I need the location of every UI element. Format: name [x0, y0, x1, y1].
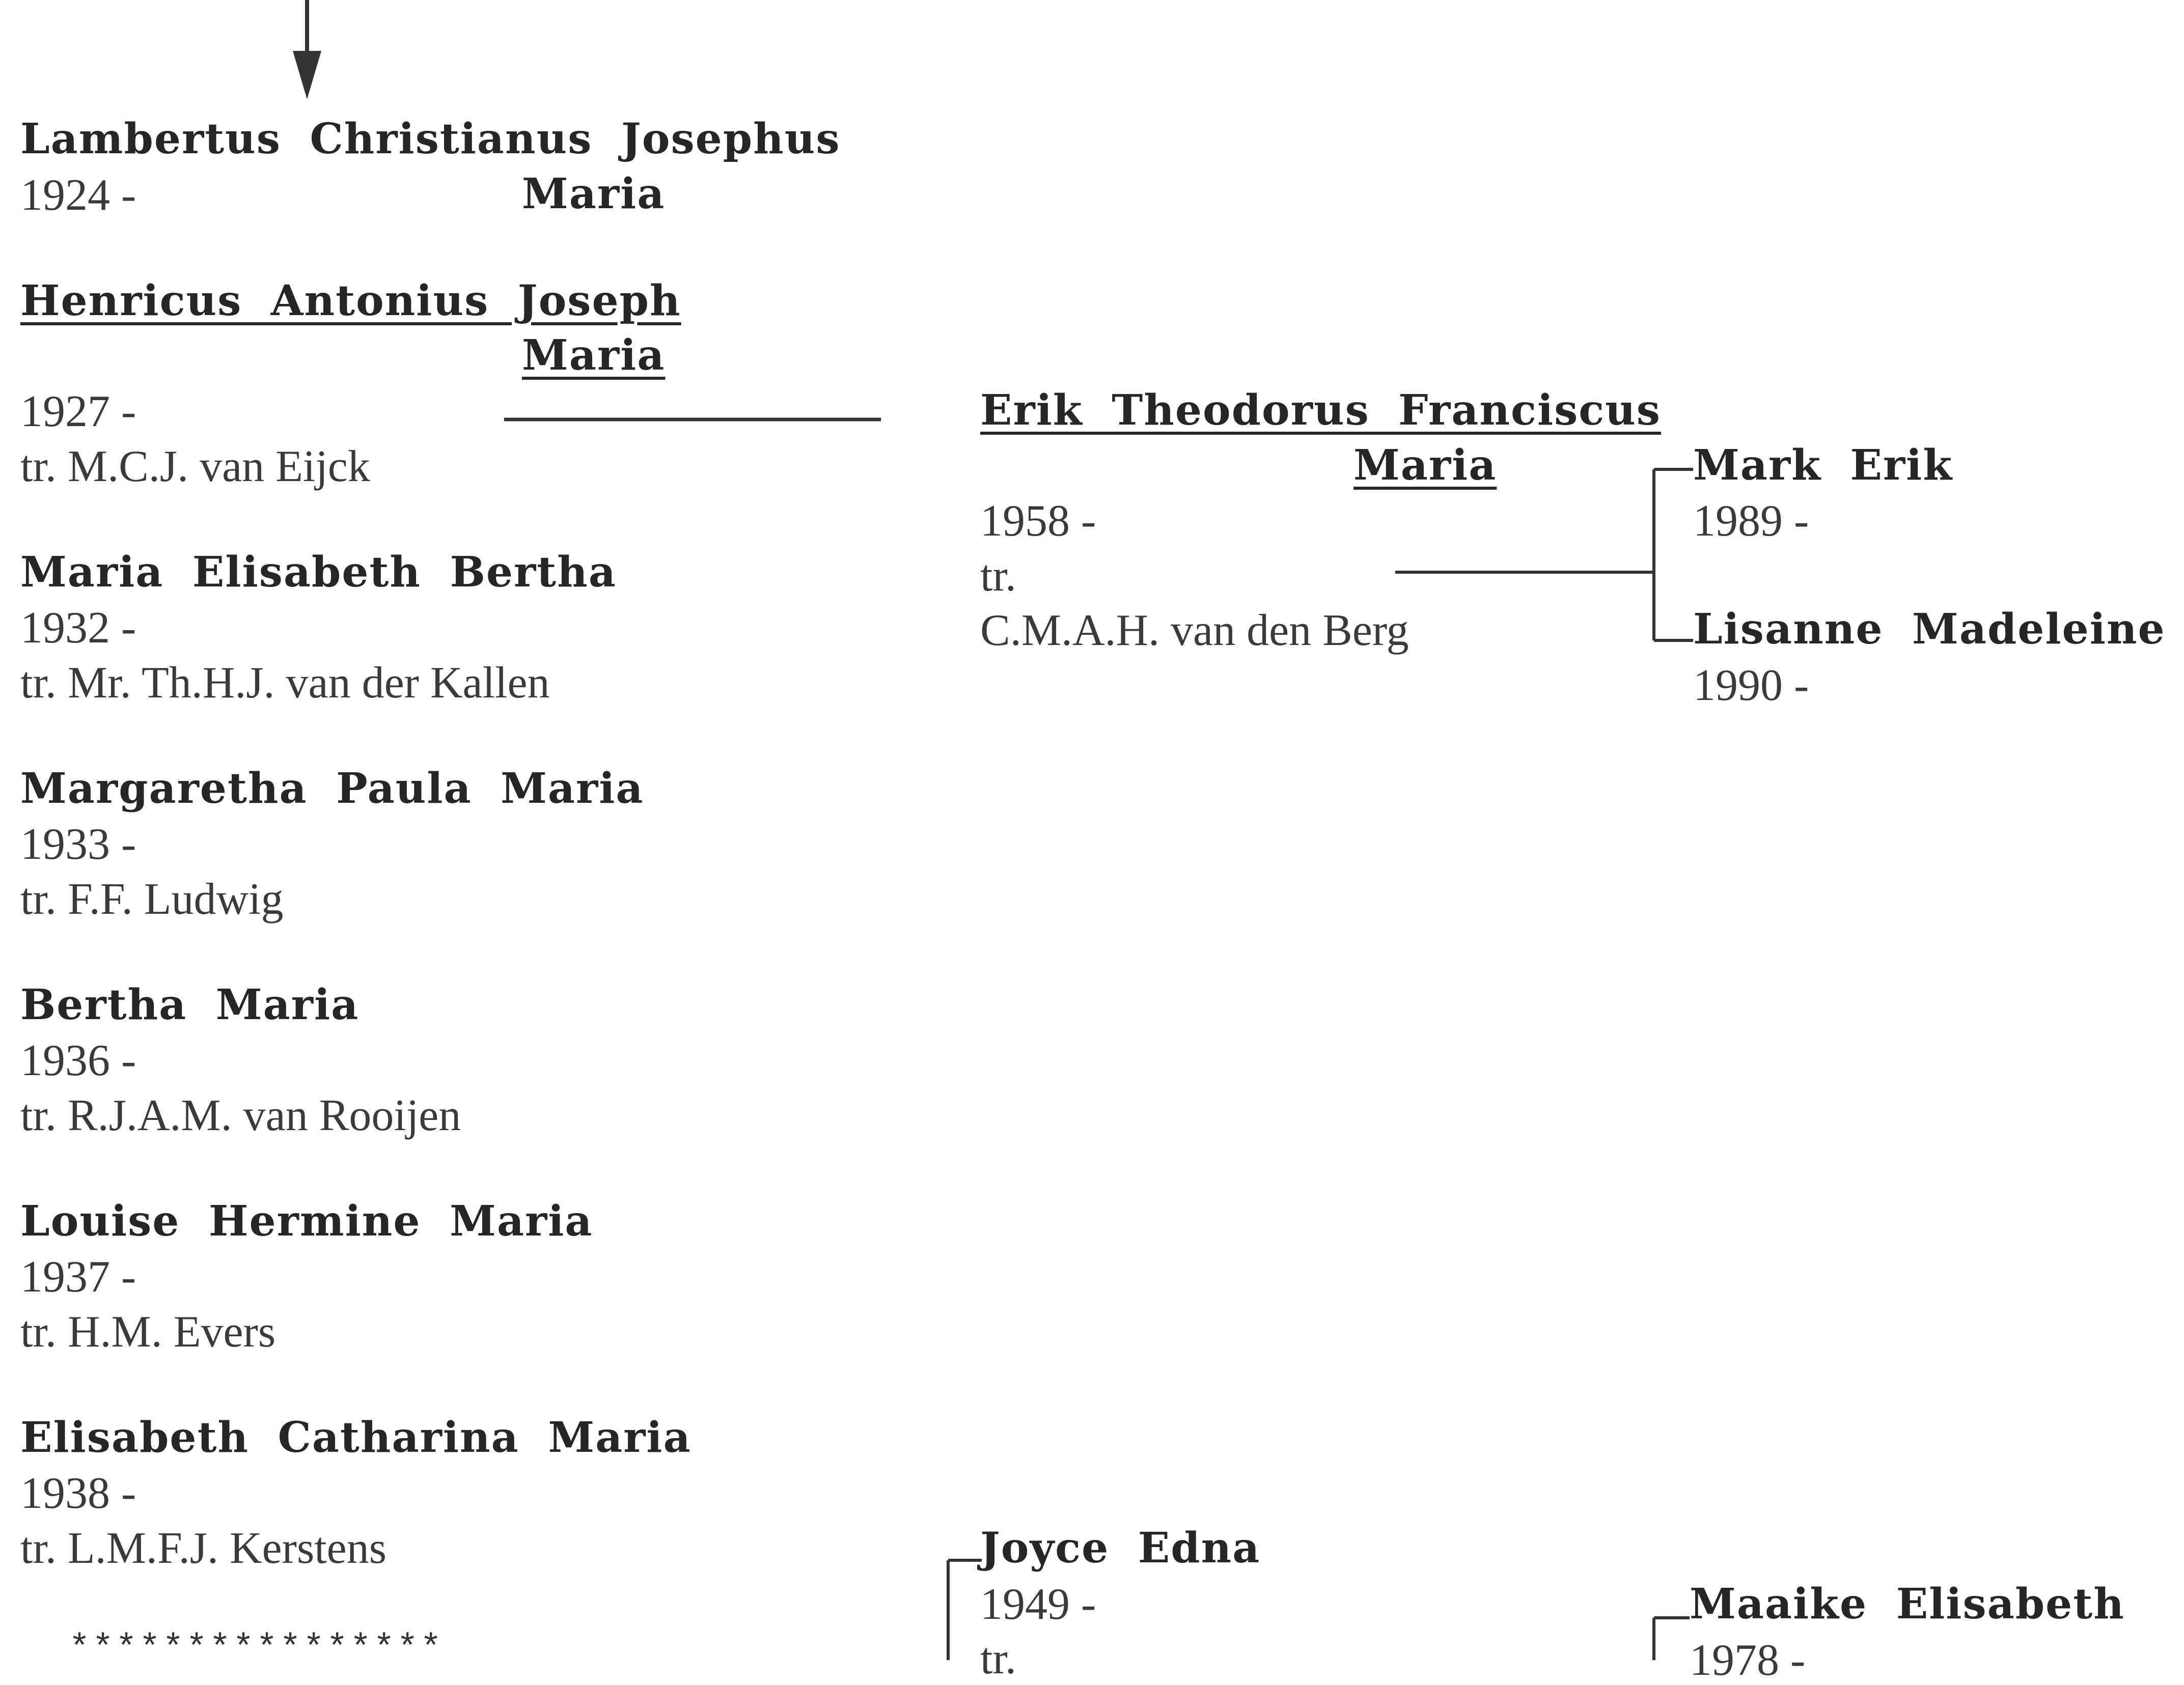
great-grandchild-years: 1990 - [1693, 661, 1809, 710]
child-spouse: tr. F.F. Ludwig [20, 875, 284, 924]
child-name: Elisabeth Catharina Maria [20, 1413, 692, 1462]
great-grandchild-name: Maaike Elisabeth [1690, 1580, 2125, 1628]
grandchild-spouse: C.M.A.H. van den Berg [980, 606, 1409, 655]
great-grandchild-years: 1989 - [1693, 496, 1809, 546]
great-grandchild-name: Mark Erik [1693, 441, 1953, 490]
child-spouse: tr. Mr. Th.H.J. van der Kallen [20, 658, 550, 708]
child-spouse: tr. M.C.J. van Eijck [20, 442, 370, 491]
child-years: 1933 - [20, 820, 136, 869]
grandchild-tr: tr. [980, 551, 1016, 601]
child-years: 1937 - [20, 1252, 136, 1302]
grandchild-name: Joyce Edna [980, 1524, 1261, 1572]
child-name: Lambertus Christianus Josephus [20, 115, 841, 163]
great-grandchild-name: Lisanne Madeleine [1693, 605, 2166, 654]
child-name: Henricus Antonius Joseph [20, 276, 681, 325]
grandchild-name: Erik Theodorus Franciscus [980, 386, 1661, 435]
child-years: 1938 - [20, 1469, 136, 1518]
great-grandchild-years: 1978 - [1690, 1636, 1806, 1685]
child-name-cont: Maria [522, 331, 666, 380]
child-name: Margaretha Paula Maria [20, 764, 644, 813]
child-years: 1932 - [20, 603, 136, 653]
child-name: Louise Hermine Maria [20, 1197, 593, 1246]
child-spouse: tr. L.M.F.J. Kerstens [20, 1524, 386, 1573]
down-arrow-icon [293, 0, 321, 99]
child-name-cont: Maria [522, 170, 666, 218]
child-name: Maria Elisabeth Bertha [20, 548, 617, 597]
child-spouse: tr. R.J.A.M. van Rooijen [20, 1091, 461, 1140]
child-years: 1936 - [20, 1036, 136, 1085]
child-years: 1924 - [20, 171, 136, 220]
grandchild-name-cont: Maria [1353, 441, 1497, 490]
grandchild-years: 1958 - [980, 496, 1096, 546]
separator-stars: **************** [69, 1629, 444, 1669]
child-name: Bertha Maria [20, 980, 360, 1029]
child-spouse: tr. H.M. Evers [20, 1307, 276, 1357]
grandchild-years: 1949 - [980, 1580, 1096, 1629]
grandchild-tr: tr. [980, 1634, 1016, 1683]
child-years: 1927 - [20, 387, 136, 436]
